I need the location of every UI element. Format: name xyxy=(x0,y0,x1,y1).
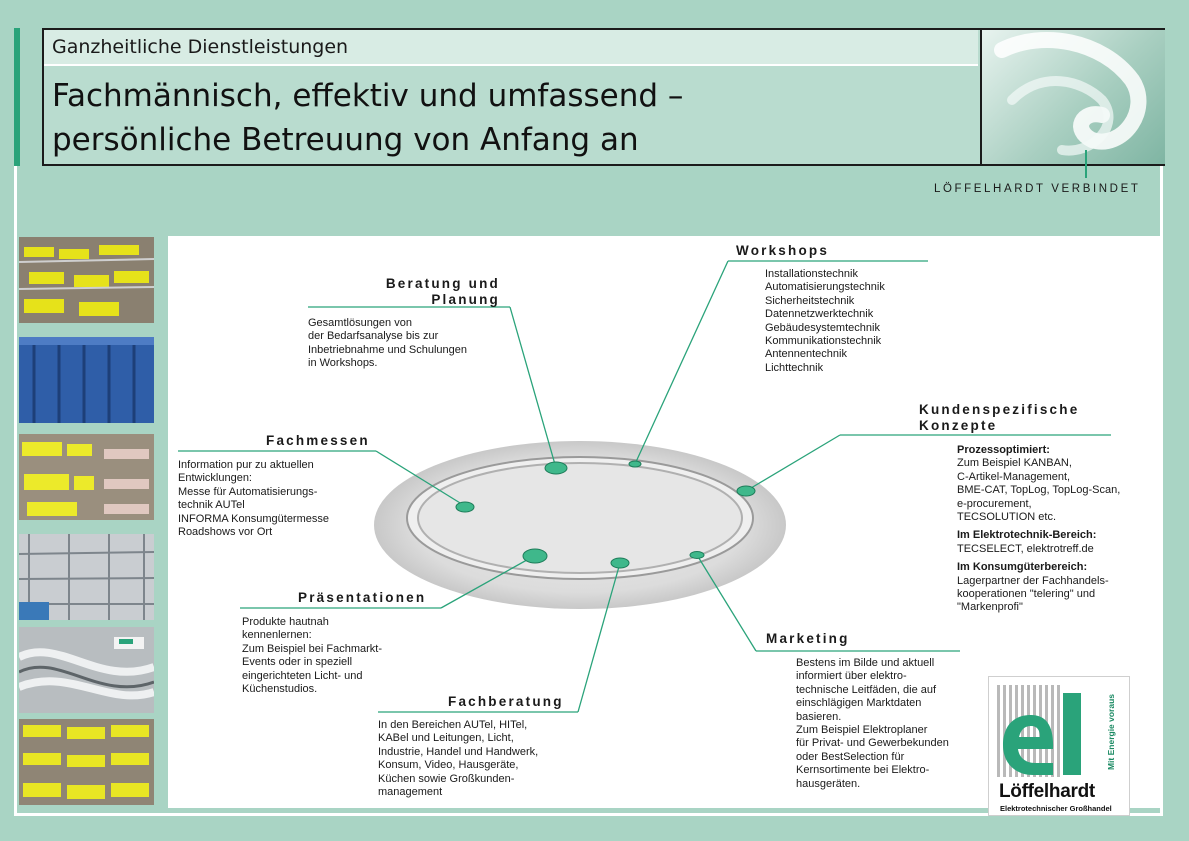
category-workshops-text xyxy=(765,268,885,375)
kunden-heading: Im Konsumgüterbereich: xyxy=(957,561,1088,574)
praesentationen-line: Küchenstudios. xyxy=(242,683,318,696)
beratung-title-line: Planung xyxy=(431,292,500,307)
tagline: LÖFFELHARDT VERBINDET xyxy=(934,183,1141,195)
logo-subtitle: Elektrotechnischer Großhandel xyxy=(1000,804,1112,813)
kunden-line: Lagerpartner der Fachhandels- xyxy=(957,574,1109,587)
workshops-line: Gebäudesystemtechnik xyxy=(765,321,880,334)
category-fachmessen-text xyxy=(178,459,329,539)
category-fachberatung-title: Fachberatung xyxy=(448,694,564,709)
fachmessen-line: Roadshows vor Ort xyxy=(178,526,273,539)
fachmessen-line: Entwicklungen: xyxy=(178,472,252,485)
beratung-title-line: Beratung und xyxy=(385,276,500,291)
logo-slogan: Mit Energie voraus xyxy=(1106,693,1116,771)
fachberatung-line: In den Bereichen AUTel, HITel, xyxy=(378,719,528,731)
praesentationen-line: eingerichteten Licht- und xyxy=(242,669,363,682)
fachberatung-line: Industrie, Handel und Handwerk, xyxy=(378,745,539,758)
category-marketing-title: Marketing xyxy=(766,631,850,646)
photo-cable-rolls xyxy=(19,627,154,713)
marketing-line: technische Leitfäden, die auf xyxy=(796,683,937,696)
beratung-line: Gesamtlösungen von xyxy=(308,317,412,329)
workshops-line: Sicherheitstechnik xyxy=(765,294,855,307)
logo-stripes xyxy=(997,685,1095,777)
photo-metal-shelving xyxy=(19,534,154,620)
praesentationen-line: Zum Beispiel bei Fachmarkt- xyxy=(242,642,382,655)
marketing-line: hausgeräten. xyxy=(796,777,861,790)
marketing-line: für Privat- und Gewerbekunden xyxy=(796,737,949,750)
kicker-band xyxy=(44,30,978,66)
marketing-line: oder BestSelection für xyxy=(796,750,905,763)
workshops-line: Antennentechnik xyxy=(765,348,847,361)
kunden-title-line: Kundenspezifische xyxy=(919,402,1080,417)
category-beratung-title xyxy=(380,276,500,308)
logo-name: Löffelhardt xyxy=(999,781,1095,802)
category-fachmessen-title: Fachmessen xyxy=(266,433,370,448)
logo-slogan-wrap xyxy=(1103,689,1119,779)
beratung-line: Inbetriebnahme und Schulungen xyxy=(308,343,468,356)
marketing-line: basieren. xyxy=(796,710,842,723)
fachmessen-line: technik AUTel xyxy=(178,499,245,512)
photo-yellow-bins-2 xyxy=(19,719,154,805)
workshops-line: Kommunikationstechnik xyxy=(765,335,882,348)
page-title xyxy=(52,74,972,162)
company-logo xyxy=(988,676,1130,816)
marketing-line: Kernsortimente bei Elektro- xyxy=(796,764,930,777)
ribbon-graphic xyxy=(982,30,1165,164)
workshops-line: Installationstechnik xyxy=(765,268,858,280)
photo-warehouse-shelves xyxy=(19,237,154,323)
kunden-heading: Im Elektrotechnik-Bereich: xyxy=(957,529,1097,542)
category-beratung-text xyxy=(308,317,467,371)
fachmessen-line: Messe für Automatisierungs- xyxy=(178,485,318,498)
fachberatung-line: management xyxy=(378,786,443,799)
kunden-line: BME-CAT, TopLog, TopLog-Scan, xyxy=(957,484,1121,497)
photo-yellow-bins xyxy=(19,434,154,520)
praesentationen-line: Events oder in speziell xyxy=(242,656,353,669)
kunden-line: TECSOLUTION etc. xyxy=(957,511,1057,524)
kunden-line: TECSELECT, elektrotreff.de xyxy=(957,542,1094,555)
workshops-line: Lichttechnik xyxy=(765,361,824,374)
kunden-title-line: Konzepte xyxy=(919,418,998,433)
marketing-line: Zum Beispiel Elektroplaner xyxy=(796,724,928,737)
photo-blue-container xyxy=(19,337,154,423)
fachmessen-line: Information pur zu aktuellen xyxy=(178,459,314,471)
fachberatung-line: Küchen sowie Großkunden- xyxy=(378,772,515,785)
kunden-line: Zum Beispiel KANBAN, xyxy=(957,457,1072,470)
category-kunden-text xyxy=(957,444,1120,615)
kunden-line: e-procurement, xyxy=(957,497,1032,510)
beratung-line: in Workshops. xyxy=(308,357,378,370)
marketing-line: informiert über elektro- xyxy=(796,670,907,683)
category-kunden-title xyxy=(919,402,1079,434)
kunden-line: C-Artikel-Management, xyxy=(957,470,1071,483)
fachberatung-line: Konsum, Video, Hausgeräte, xyxy=(378,759,519,772)
kunden-heading: Prozessoptimiert: xyxy=(957,444,1050,456)
accent-bar xyxy=(14,28,20,166)
headline-line-2: persönliche Betreuung von Anfang an xyxy=(52,122,639,158)
category-marketing-text xyxy=(796,657,949,791)
kunden-line: kooperationen "telering" und xyxy=(957,588,1096,601)
ribbon-image xyxy=(980,30,1165,164)
kicker-text: Ganzheitliche Dienstleistungen xyxy=(52,36,349,58)
category-workshops-title: Workshops xyxy=(736,243,830,258)
category-praesentationen-title: Präsentationen xyxy=(298,590,427,605)
praesentationen-line: Produkte hautnah xyxy=(242,616,329,628)
workshops-line: Automatisierungstechnik xyxy=(765,281,885,294)
category-fachberatung-text xyxy=(378,719,538,799)
kunden-line: "Markenprofi" xyxy=(957,601,1023,614)
workshops-line: Datennetzwerktechnik xyxy=(765,308,874,321)
beratung-line: der Bedarfsanalyse bis zur xyxy=(308,330,439,343)
marketing-line: einschlägigen Marktdaten xyxy=(796,697,922,710)
category-praesentationen-text xyxy=(242,616,382,696)
fachberatung-line: KABel und Leitungen, Licht, xyxy=(378,732,514,745)
fachmessen-line: INFORMA Konsumgütermesse xyxy=(178,512,329,525)
praesentationen-line: kennenlernen: xyxy=(242,629,312,642)
headline-line-1: Fachmännisch, effektiv und umfassend – xyxy=(52,78,684,114)
marketing-line: Bestens im Bilde und aktuell xyxy=(796,657,935,669)
